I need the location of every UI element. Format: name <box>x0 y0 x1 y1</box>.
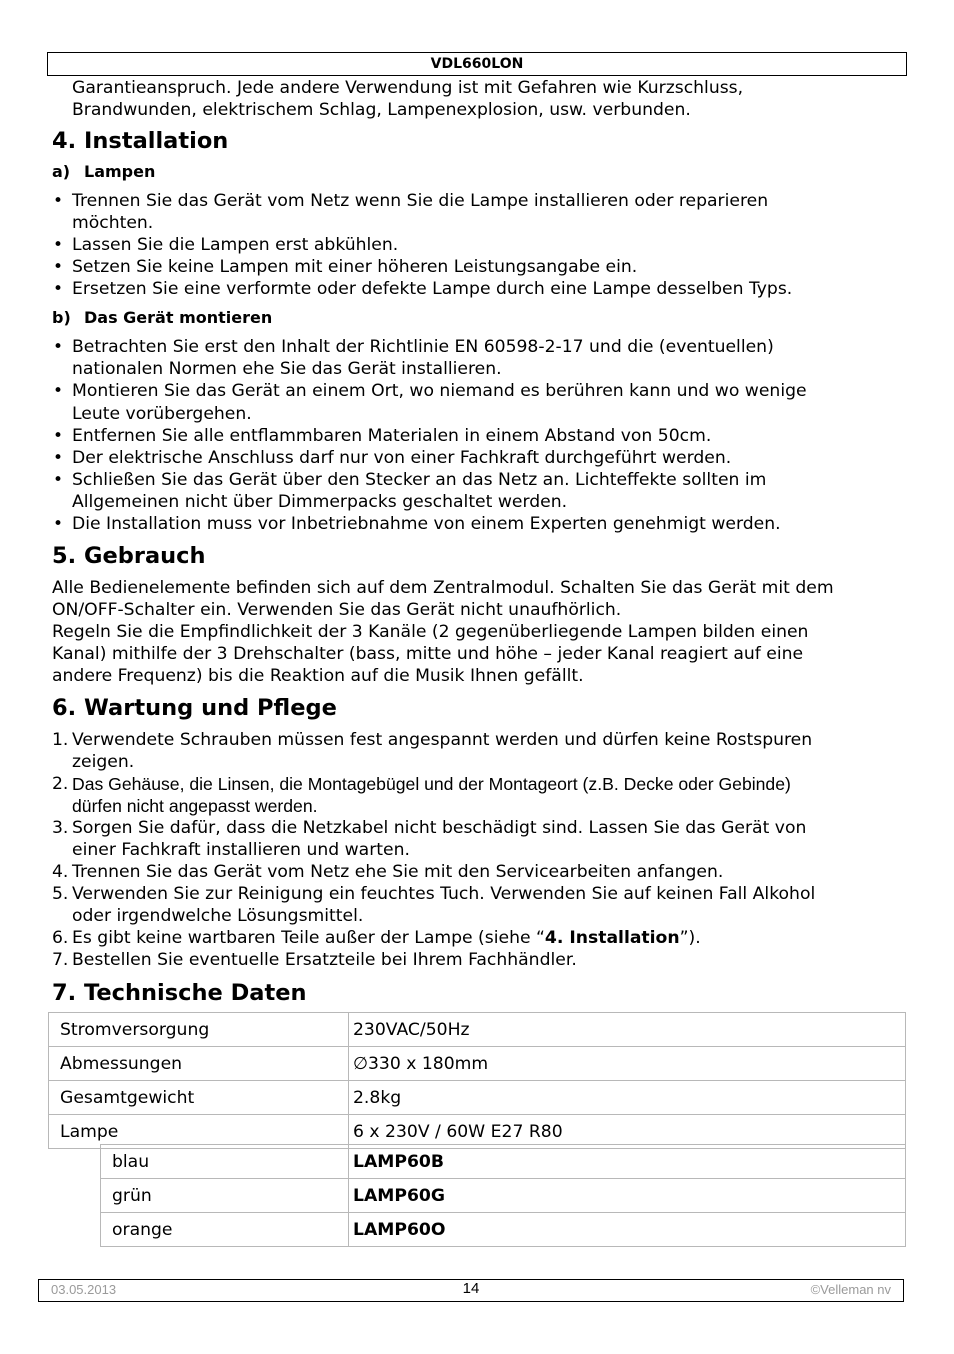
list-item: Betrachten Sie erst den Inhalt der Richtlinie EN 60598-2-17 und die (eventuellen) <box>72 337 774 357</box>
list-item-text: ”). <box>679 928 701 948</box>
list-item: Lassen Sie die Lampen erst abkühlen. <box>72 235 399 255</box>
list-item: Der elektrische Anschluss darf nur von einer Fachkraft durchgeführt werden. <box>72 448 732 468</box>
bullet-icon: • <box>53 470 64 490</box>
list-number: 5. <box>52 884 69 904</box>
spec-label: Gesamtgewicht <box>49 1081 349 1115</box>
list-item: Trennen Sie das Gerät vom Netz ehe Sie mit den Servicearbeiten anfangen. <box>72 862 724 882</box>
list-item: Entfernen Sie alle entflammbaren Materialen in einem Abstand von 50cm. <box>72 426 712 446</box>
lamp-part-number: LAMP60O <box>349 1213 906 1247</box>
subheading-montieren: Das Gerät montieren <box>84 308 273 327</box>
list-number: 2. <box>52 774 69 794</box>
spec-value: 2.8kg <box>349 1081 906 1115</box>
list-number: 7. <box>52 950 69 970</box>
list-item-cont: einer Fachkraft installieren und warten. <box>72 840 410 860</box>
subheading-a-label: a) <box>52 162 71 181</box>
heading-technische-daten: 7. Technische Daten <box>52 980 307 1006</box>
list-item: Montieren Sie das Gerät an einem Ort, wo niemand es berühren kann und wo wenige <box>72 381 807 401</box>
list-item-text: Es gibt keine wartbaren Teile außer der Lampe (siehe “ <box>72 928 545 948</box>
spec-value: 6 x 230V / 60W E27 R80 <box>349 1115 906 1149</box>
subheading-lampen: Lampen <box>84 162 156 181</box>
paragraph-line: Kanal) mithilfe der 3 Drehschalter (bass, mitte und höhe – jeder Kanal reagiert auf eine <box>52 644 804 664</box>
table-row <box>101 1145 906 1179</box>
paragraph-line: Alle Bedienelemente befinden sich auf dem Zentralmodul. Schalten Sie das Gerät mit dem <box>52 578 834 598</box>
list-item-cont: oder irgendwelche Lösungsmittel. <box>72 906 364 926</box>
bullet-icon: • <box>53 279 64 299</box>
list-item-cont: Allgemeinen nicht über Dimmerpacks geschaltet werden. <box>72 492 568 512</box>
table-row <box>49 1047 906 1081</box>
heading-wartung: 6. Wartung und Pflege <box>52 695 337 721</box>
bullet-icon: • <box>53 448 64 468</box>
table-row <box>101 1179 906 1213</box>
bullet-icon: • <box>53 381 64 401</box>
lamp-color: grün <box>101 1179 349 1213</box>
spec-label: Abmessungen <box>49 1047 349 1081</box>
subheading-b-label: b) <box>52 308 71 327</box>
bullet-icon: • <box>53 337 64 357</box>
spec-label: Lampe <box>49 1115 349 1149</box>
table-row <box>101 1213 906 1247</box>
page-header <box>47 52 907 76</box>
list-item-cont: möchten. <box>72 213 154 233</box>
paragraph-line: ON/OFF-Schalter ein. Verwenden Sie das Gerät nicht unaufhörlich. <box>52 600 622 620</box>
list-number: 3. <box>52 818 69 838</box>
lamp-table <box>100 1144 906 1247</box>
lamp-color: orange <box>101 1213 349 1247</box>
list-item: Bestellen Sie eventuelle Ersatzteile bei Ihrem Fachhändler. <box>72 950 577 970</box>
list-item: Trennen Sie das Gerät vom Netz wenn Sie die Lampe installieren oder reparieren <box>72 191 769 211</box>
list-item: Das Gehäuse, die Linsen, die Montagebügel und der Montageort (z.B. Decke oder Gebinde) <box>72 774 791 794</box>
intro-line-2: Brandwunden, elektrischem Schlag, Lampenexplosion, usw. verbunden. <box>72 100 691 120</box>
heading-installation: 4. Installation <box>52 128 229 154</box>
list-item: Die Installation muss vor Inbetriebnahme von einem Experten genehmigt werden. <box>72 514 781 534</box>
page-footer <box>38 1279 904 1302</box>
bullet-icon: • <box>53 514 64 534</box>
paragraph-line: Regeln Sie die Empfindlichkeit der 3 Kanäle (2 gegenüberliegende Lampen bilden einen <box>52 622 809 642</box>
list-item <box>72 927 701 949</box>
installation-reference: 4. Installation <box>544 928 680 948</box>
footer-copyright: ©Velleman nv <box>810 1282 891 1297</box>
list-item: Verwenden Sie zur Reinigung ein feuchtes Tuch. Verwenden Sie auf keinen Fall Alkohol <box>72 884 816 904</box>
spec-value: 230VAC/50Hz <box>349 1013 906 1047</box>
table-row <box>49 1081 906 1115</box>
spec-label: Stromversorgung <box>49 1013 349 1047</box>
list-item: Schließen Sie das Gerät über den Stecker an das Netz an. Lichteffekte sollten im <box>72 470 767 490</box>
list-item: Sorgen Sie dafür, dass die Netzkabel nicht beschädigt sind. Lassen Sie das Gerät von <box>72 818 807 838</box>
list-item-cont: zeigen. <box>72 752 135 772</box>
lamp-part-number: LAMP60G <box>349 1179 906 1213</box>
paragraph-line: andere Frequenz) bis die Reaktion auf die Musik Ihnen gefällt. <box>52 666 584 686</box>
lamp-color: blau <box>101 1145 349 1179</box>
spec-value: ∅330 x 180mm <box>349 1047 906 1081</box>
list-number: 4. <box>52 862 69 882</box>
list-item: Setzen Sie keine Lampen mit einer höheren Leistungsangabe ein. <box>72 257 638 277</box>
list-item: Verwendete Schrauben müssen fest angespannt werden und dürfen keine Rostspuren <box>72 730 813 750</box>
table-row <box>49 1013 906 1047</box>
page-number: 14 <box>462 1280 480 1297</box>
list-number: 6. <box>52 928 69 948</box>
bullet-icon: • <box>53 235 64 255</box>
bullet-icon: • <box>53 191 64 211</box>
list-item-cont: dürfen nicht angepasst werden. <box>72 796 318 816</box>
bullet-icon: • <box>53 426 64 446</box>
list-item: Ersetzen Sie eine verformte oder defekte Lampe durch eine Lampe desselben Typs. <box>72 279 793 299</box>
spec-table <box>48 1012 906 1149</box>
model-name: VDL660LON <box>430 56 524 72</box>
list-item-cont: Leute vorübergehen. <box>72 404 252 424</box>
bullet-icon: • <box>53 257 64 277</box>
footer-date: 03.05.2013 <box>51 1282 117 1297</box>
list-item-cont: nationalen Normen ehe Sie das Gerät installieren. <box>72 359 502 379</box>
heading-gebrauch: 5. Gebrauch <box>52 543 206 569</box>
lamp-part-number: LAMP60B <box>349 1145 906 1179</box>
intro-line-1: Garantieanspruch. Jede andere Verwendung ist mit Gefahren wie Kurzschluss, <box>72 78 744 98</box>
list-number: 1. <box>52 730 69 750</box>
